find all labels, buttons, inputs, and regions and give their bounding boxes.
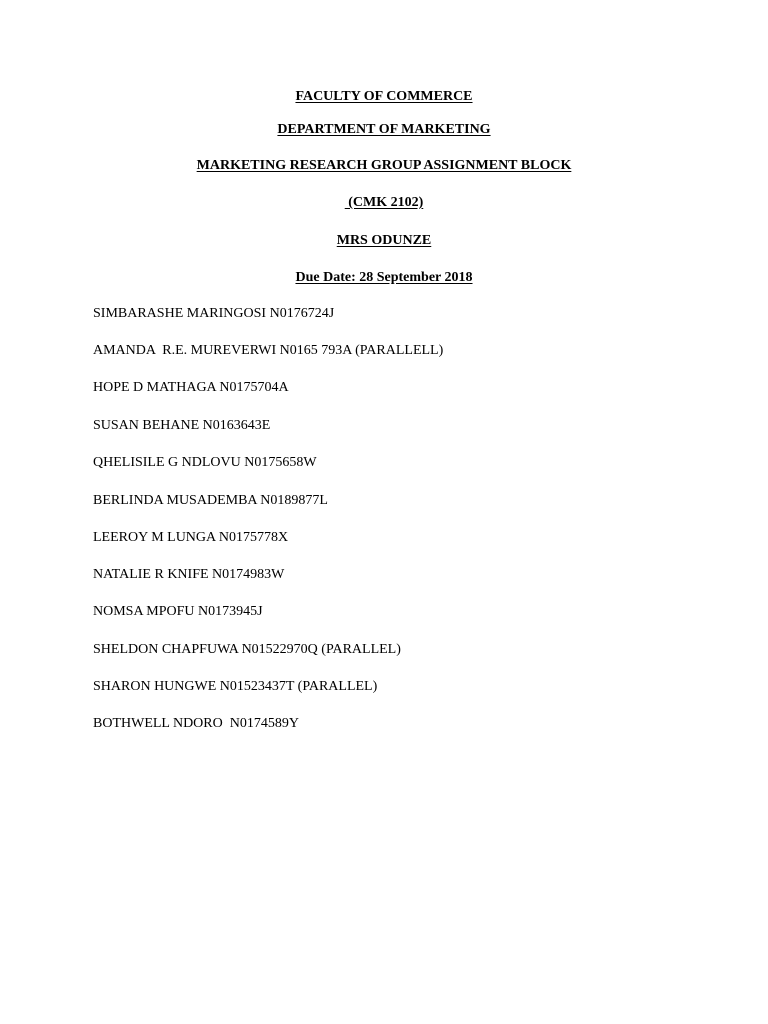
member-list-item: NOMSA MPOFU N0173945J xyxy=(93,604,263,619)
assignment-title: MARKETING RESEARCH GROUP ASSIGNMENT BLOCK xyxy=(196,158,572,173)
course-code: (CMK 2102) xyxy=(344,195,424,210)
member-list-item: LEEROY M LUNGA N0175778X xyxy=(93,530,289,545)
member-list-item: AMANDA R.E. MUREVERWI N0165 793A (PARALLELL) xyxy=(93,343,444,358)
member-list-item: SHARON HUNGWE N01523437T (PARALLEL) xyxy=(93,679,378,694)
lecturer-name: MRS ODUNZE xyxy=(336,233,432,248)
member-list-item: BOTHWELL NDORO N0174589Y xyxy=(93,716,299,731)
due-date: Due Date: 28 September 2018 xyxy=(295,270,473,285)
department-heading: DEPARTMENT OF MARKETING xyxy=(277,122,491,137)
member-list-item: QHELISILE G NDLOVU N0175658W xyxy=(93,455,317,470)
faculty-heading: FACULTY OF COMMERCE xyxy=(295,89,473,104)
member-list-item: BERLINDA MUSADEMBA N0189877L xyxy=(93,493,328,508)
member-list-item: SUSAN BEHANE N0163643E xyxy=(93,418,271,433)
member-list-item: NATALIE R KNIFE N0174983W xyxy=(93,567,285,582)
member-list-item: SHELDON CHAPFUWA N01522970Q (PARALLEL) xyxy=(93,642,401,657)
member-list-item: SIMBARASHE MARINGOSI N0176724J xyxy=(93,306,335,321)
member-list-item: HOPE D MATHAGA N0175704A xyxy=(93,380,289,395)
